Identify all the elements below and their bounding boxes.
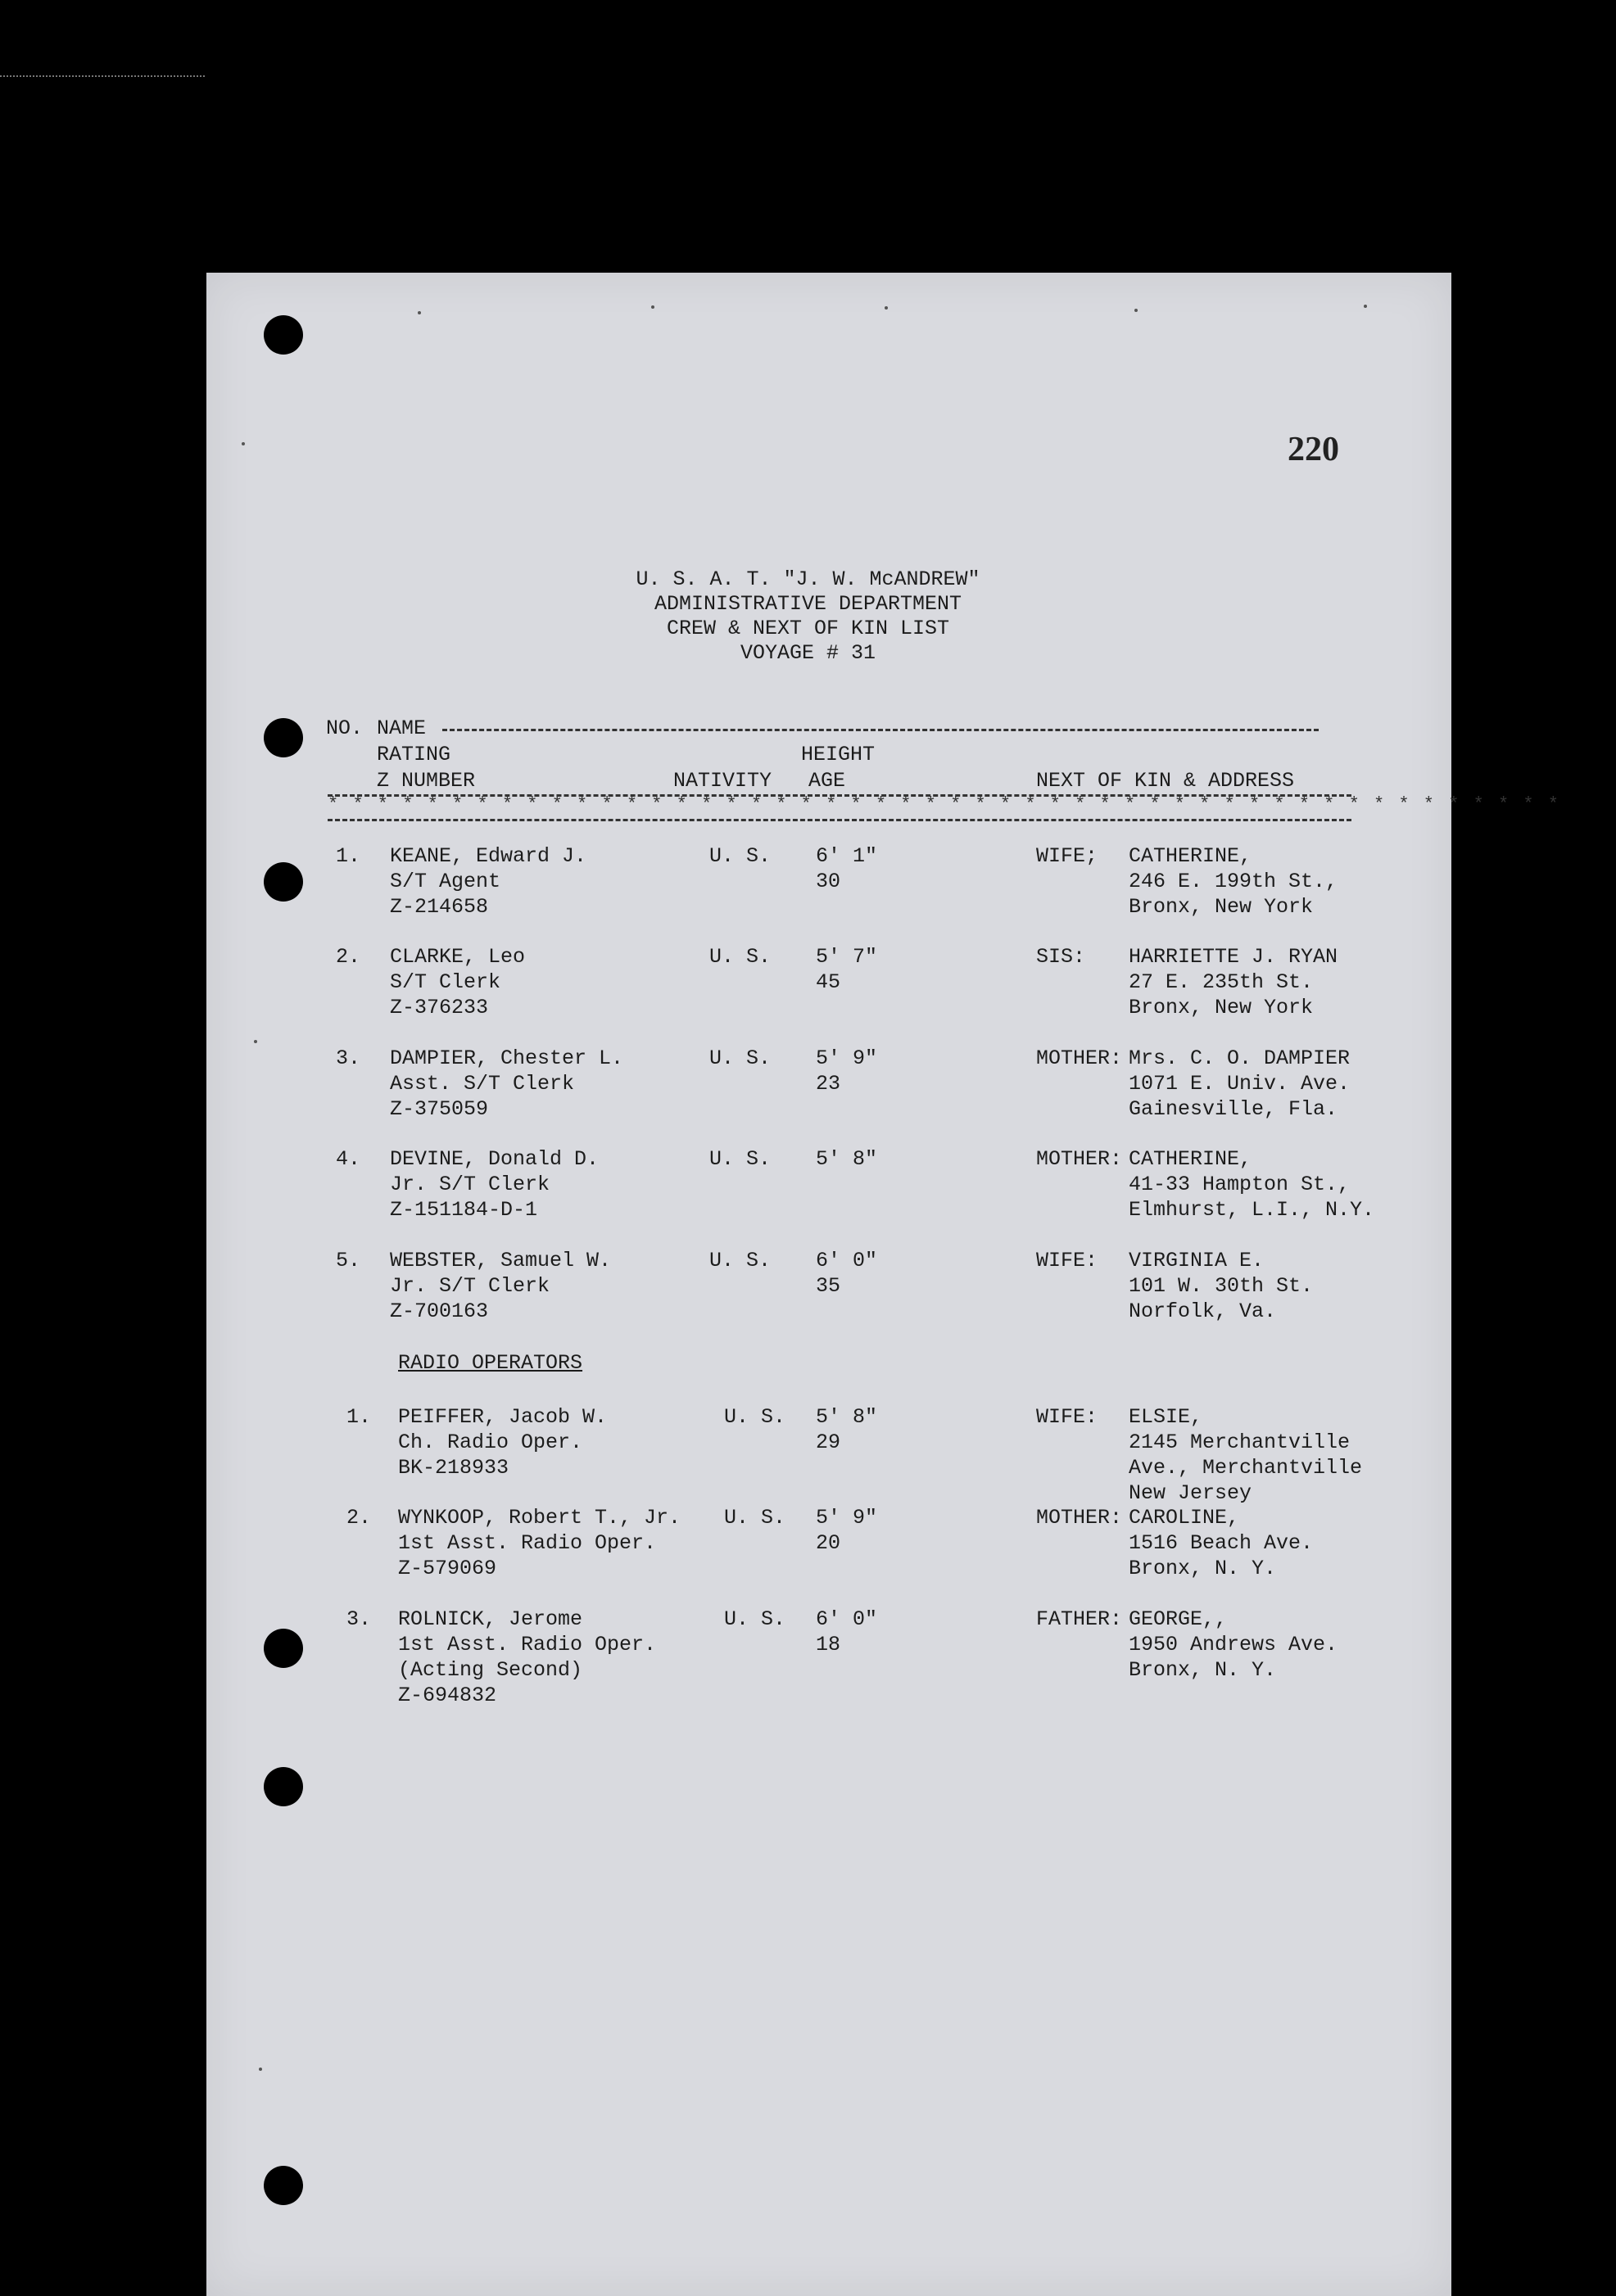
operator-age: 29 xyxy=(816,1430,841,1454)
punch-hole xyxy=(264,1629,303,1668)
col-rating: RATING xyxy=(377,743,451,766)
kin-address-line2: Elmhurst, L.I., N.Y. xyxy=(1129,1198,1375,1222)
header-list-title: CREW & NEXT OF KIN LIST xyxy=(666,617,950,640)
kin-relation: MOTHER: xyxy=(1036,1046,1123,1070)
col-nativity: NATIVITY xyxy=(673,769,772,793)
speck xyxy=(1364,305,1367,308)
kin-address-line2: Bronx, New York xyxy=(1129,895,1314,919)
speck xyxy=(254,1040,257,1043)
crew-height: 6' 0" xyxy=(816,1249,878,1272)
kin-address-line1: 2145 Merchantville xyxy=(1129,1430,1351,1454)
operator-name: PEIFFER, Jacob W. xyxy=(398,1405,608,1429)
operator-extra: Z-694832 xyxy=(398,1684,497,1707)
crew-height: 5' 8" xyxy=(816,1147,878,1171)
speck xyxy=(259,2068,262,2071)
crew-name: DEVINE, Donald D. xyxy=(390,1147,600,1171)
kin-address-line1: 41-33 Hampton St., xyxy=(1129,1173,1351,1196)
crew-rating: S/T Agent xyxy=(390,870,501,893)
punch-hole xyxy=(264,1767,303,1806)
crew-nativity: U. S. xyxy=(709,945,772,969)
kin-address-line1: 1071 E. Univ. Ave. xyxy=(1129,1072,1351,1096)
crew-z-number: Z-700163 xyxy=(390,1299,489,1323)
row-number: 5. xyxy=(336,1249,361,1272)
operator-name: WYNKOOP, Robert T., Jr. xyxy=(398,1506,681,1530)
kin-relation: MOTHER: xyxy=(1036,1506,1123,1530)
scan-artifact-line xyxy=(0,75,205,82)
operator-rating: 1st Asst. Radio Oper. xyxy=(398,1531,657,1555)
crew-name: KEANE, Edward J. xyxy=(390,844,587,868)
operator-z-number: (Acting Second) xyxy=(398,1658,583,1682)
crew-z-number: Z-214658 xyxy=(390,895,489,919)
star-underline xyxy=(328,819,1351,821)
operator-z-number: BK-218933 xyxy=(398,1456,509,1480)
kin-address-line1: 1950 Andrews Ave. xyxy=(1129,1633,1338,1656)
operator-height: 5' 9" xyxy=(816,1506,878,1530)
crew-z-number: Z-375059 xyxy=(390,1097,489,1121)
crew-height: 6' 1" xyxy=(816,844,878,868)
kin-address-line1: 101 W. 30th St. xyxy=(1129,1274,1314,1298)
star-divider: * * * * * * * * * * * * * * * * * * * * * * * * * * * * * * * * * * * * * * * * * * * * * * * * * * xyxy=(328,794,1561,815)
operator-nativity: U. S. xyxy=(724,1607,786,1631)
page-number: 220 xyxy=(1288,431,1339,468)
header-department: ADMINISTRATIVE DEPARTMENT xyxy=(654,592,962,616)
kin-name: Mrs. C. O. DAMPIER xyxy=(1129,1046,1351,1070)
row-number: 1. xyxy=(336,844,361,868)
row-number: 3. xyxy=(346,1607,372,1631)
section-radio-operators: RADIO OPERATORS xyxy=(398,1351,583,1375)
operator-rating: Ch. Radio Oper. xyxy=(398,1430,583,1454)
col-age: AGE xyxy=(808,769,846,793)
crew-rating: Jr. S/T Clerk xyxy=(390,1173,550,1196)
kin-name: HARRIETTE J. RYAN xyxy=(1129,945,1338,969)
kin-address-line2: Norfolk, Va. xyxy=(1129,1299,1277,1323)
operator-rating: 1st Asst. Radio Oper. xyxy=(398,1633,657,1656)
punch-hole xyxy=(264,862,303,902)
kin-address-line2: Bronx, New York xyxy=(1129,996,1314,1019)
punch-hole xyxy=(264,718,303,757)
kin-name: GEORGE,, xyxy=(1129,1607,1228,1631)
speck xyxy=(418,311,421,314)
operator-nativity: U. S. xyxy=(724,1506,786,1530)
operator-z-number: Z-579069 xyxy=(398,1557,497,1580)
crew-nativity: U. S. xyxy=(709,1147,772,1171)
crew-z-number: Z-376233 xyxy=(390,996,489,1019)
operator-name: ROLNICK, Jerome xyxy=(398,1607,583,1631)
header-dash-line xyxy=(442,729,1319,731)
kin-name: CAROLINE, xyxy=(1129,1506,1240,1530)
kin-relation: SIS: xyxy=(1036,945,1086,969)
speck xyxy=(651,305,654,309)
col-z-number: Z NUMBER xyxy=(377,769,476,793)
crew-rating: S/T Clerk xyxy=(390,970,501,994)
operator-height: 5' 8" xyxy=(816,1405,878,1429)
speck xyxy=(242,442,245,445)
crew-height: 5' 9" xyxy=(816,1046,878,1070)
crew-nativity: U. S. xyxy=(709,1046,772,1070)
kin-name: CATHERINE, xyxy=(1129,1147,1252,1171)
kin-relation: WIFE; xyxy=(1036,844,1098,868)
crew-age: 23 xyxy=(816,1072,841,1096)
kin-address-line3: New Jersey xyxy=(1129,1481,1252,1505)
kin-name: ELSIE, xyxy=(1129,1405,1203,1429)
crew-rating: Asst. S/T Clerk xyxy=(390,1072,575,1096)
crew-nativity: U. S. xyxy=(709,844,772,868)
col-height: HEIGHT xyxy=(801,743,876,766)
kin-address-line2: Bronx, N. Y. xyxy=(1129,1658,1277,1682)
operator-nativity: U. S. xyxy=(724,1405,786,1429)
kin-relation: MOTHER: xyxy=(1036,1147,1123,1171)
kin-relation: FATHER: xyxy=(1036,1607,1123,1631)
speck xyxy=(885,306,888,310)
col-name: NAME xyxy=(377,716,427,740)
crew-height: 5' 7" xyxy=(816,945,878,969)
kin-address-line1: 246 E. 199th St., xyxy=(1129,870,1338,893)
crew-name: CLARKE, Leo xyxy=(390,945,526,969)
kin-address-line2: Gainesville, Fla. xyxy=(1129,1097,1338,1121)
row-number: 2. xyxy=(346,1506,372,1530)
operator-age: 20 xyxy=(816,1531,841,1555)
crew-age: 30 xyxy=(816,870,841,893)
crew-nativity: U. S. xyxy=(709,1249,772,1272)
speck xyxy=(1134,309,1138,312)
crew-age: 45 xyxy=(816,970,841,994)
crew-rating: Jr. S/T Clerk xyxy=(390,1274,550,1298)
row-number: 2. xyxy=(336,945,361,969)
col-no: NO. xyxy=(326,716,364,740)
row-number: 3. xyxy=(336,1046,361,1070)
kin-address-line2: Bronx, N. Y. xyxy=(1129,1557,1277,1580)
col-next-of-kin: NEXT OF KIN & ADDRESS xyxy=(1036,769,1295,793)
operator-age: 18 xyxy=(816,1633,841,1656)
crew-name: WEBSTER, Samuel W. xyxy=(390,1249,612,1272)
crew-z-number: Z-151184-D-1 xyxy=(390,1198,538,1222)
kin-name: VIRGINIA E. xyxy=(1129,1249,1265,1272)
row-number: 1. xyxy=(346,1405,372,1429)
crew-age: 35 xyxy=(816,1274,841,1298)
kin-relation: WIFE: xyxy=(1036,1249,1098,1272)
row-number: 4. xyxy=(336,1147,361,1171)
punch-hole xyxy=(264,2166,303,2205)
operator-height: 6' 0" xyxy=(816,1607,878,1631)
kin-address-line1: 1516 Beach Ave. xyxy=(1129,1531,1314,1555)
kin-name: CATHERINE, xyxy=(1129,844,1252,868)
kin-address-line2: Ave., Merchantville xyxy=(1129,1456,1363,1480)
header-voyage: VOYAGE # 31 xyxy=(740,641,876,665)
header-ship-name: U. S. A. T. "J. W. McANDREW" xyxy=(636,567,980,591)
kin-address-line1: 27 E. 235th St. xyxy=(1129,970,1314,994)
kin-relation: WIFE: xyxy=(1036,1405,1098,1429)
crew-name: DAMPIER, Chester L. xyxy=(390,1046,624,1070)
punch-hole xyxy=(264,315,303,355)
